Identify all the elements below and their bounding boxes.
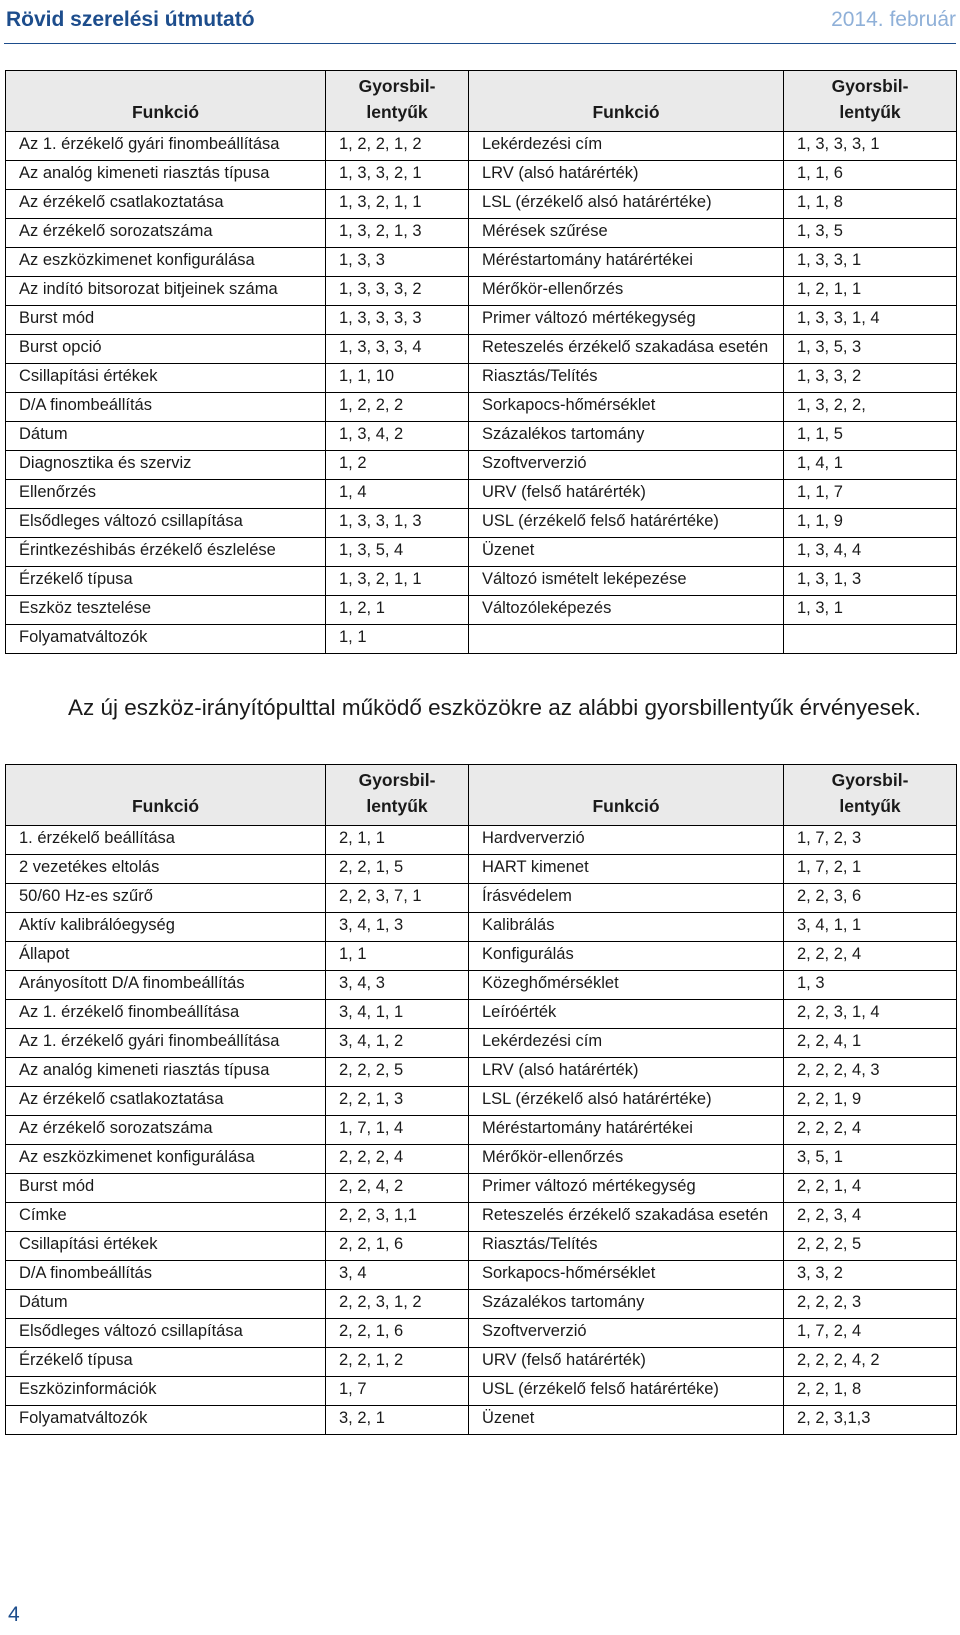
cell-shortcut: 1, 1 <box>326 942 469 971</box>
table-row <box>6 884 957 913</box>
cell-function: Szoftververzió <box>469 1319 784 1348</box>
table-row <box>6 277 957 306</box>
cell-function: URV (felső határérték) <box>469 480 784 509</box>
table-row <box>6 1000 957 1029</box>
cell-function: Az érzékelő csatlakoztatása <box>6 1087 326 1116</box>
table-row <box>6 1319 957 1348</box>
cell-function: Érintkezéshibás érzékelő észlelése <box>6 538 326 567</box>
cell-function: Eszközinformációk <box>6 1377 326 1406</box>
cell-shortcut: 1, 3, 3, 3, 2 <box>326 277 469 306</box>
cell-shortcut: 3, 5, 1 <box>784 1145 957 1174</box>
document-date: 2014. február <box>831 8 956 31</box>
cell-function: Burst mód <box>6 306 326 335</box>
cell-shortcut: 1, 3, 1, 3 <box>784 567 957 596</box>
cell-function: Folyamatváltozók <box>6 625 326 654</box>
cell-function: Folyamatváltozók <box>6 1406 326 1435</box>
table-row <box>6 219 957 248</box>
cell-function: Közeghőmérséklet <box>469 971 784 1000</box>
cell-shortcut: 1, 2, 2, 1, 2 <box>326 132 469 161</box>
cell-shortcut: 1, 3, 2, 1, 1 <box>326 567 469 596</box>
cell-shortcut: 1, 3, 3, 3, 3 <box>326 306 469 335</box>
cell-function: Eszköz tesztelése <box>6 596 326 625</box>
cell-shortcut: 1, 3, 1 <box>784 596 957 625</box>
cell-function: LSL (érzékelő alsó határértéke) <box>469 1087 784 1116</box>
cell-shortcut: 1, 3, 5, 4 <box>326 538 469 567</box>
cell-shortcut: 1, 4 <box>326 480 469 509</box>
cell-function: Változó ismételt leképezése <box>469 567 784 596</box>
cell-shortcut: 1, 1, 10 <box>326 364 469 393</box>
cell-shortcut: 2, 2, 1, 9 <box>784 1087 957 1116</box>
column-header-shortcut: Gyorsbil- lentyűk <box>326 765 469 826</box>
cell-shortcut: 2, 2, 2, 3 <box>784 1290 957 1319</box>
cell-shortcut: 2, 2, 2, 4 <box>784 1116 957 1145</box>
table-row <box>6 364 957 393</box>
cell-shortcut: 3, 3, 2 <box>784 1261 957 1290</box>
cell-function: Az indító bitsorozat bitjeinek száma <box>6 277 326 306</box>
cell-function: Mérések szűrése <box>469 219 784 248</box>
cell-shortcut: 1, 7, 2, 4 <box>784 1319 957 1348</box>
cell-function: Az 1. érzékelő finombeállítása <box>6 1000 326 1029</box>
cell-function: Mérőkör-ellenőrzés <box>469 1145 784 1174</box>
cell-function: Kalibrálás <box>469 913 784 942</box>
cell-function: HART kimenet <box>469 855 784 884</box>
cell-shortcut: 1, 4, 1 <box>784 451 957 480</box>
cell-shortcut: 1, 3, 3, 3, 4 <box>326 335 469 364</box>
cell-shortcut: 1, 3, 3 <box>326 248 469 277</box>
cell-function: Lekérdezési cím <box>469 1029 784 1058</box>
column-header-shortcut: Gyorsbil- lentyűk <box>784 765 957 826</box>
cell-function: Leíróérték <box>469 1000 784 1029</box>
cell-shortcut: 1, 1 <box>326 625 469 654</box>
cell-function: Szoftververzió <box>469 451 784 480</box>
column-header-shortcut: Gyorsbil- lentyűk <box>784 71 957 132</box>
cell-function: Arányosított D/A finombeállítás <box>6 971 326 1000</box>
cell-shortcut: 3, 4, 1, 1 <box>784 913 957 942</box>
table-row <box>6 132 957 161</box>
table-row <box>6 1348 957 1377</box>
table-row <box>6 190 957 219</box>
cell-function: 1. érzékelő beállítása <box>6 826 326 855</box>
table-row <box>6 826 957 855</box>
cell-function: Mérőkör-ellenőrzés <box>469 277 784 306</box>
table-row <box>6 1232 957 1261</box>
cell-function: Az eszközkimenet konfigurálása <box>6 1145 326 1174</box>
table-header-row <box>6 765 957 826</box>
table-row <box>6 1174 957 1203</box>
cell-shortcut: 1, 3, 2, 1, 1 <box>326 190 469 219</box>
cell-shortcut: 2, 2, 1, 3 <box>326 1087 469 1116</box>
table-row <box>6 1290 957 1319</box>
cell-function: USL (érzékelő felső határértéke) <box>469 1377 784 1406</box>
cell-function: Konfigurálás <box>469 942 784 971</box>
cell-shortcut: 1, 3, 3, 1, 4 <box>784 306 957 335</box>
table-row <box>6 306 957 335</box>
cell-function: D/A finombeállítás <box>6 393 326 422</box>
cell-function: Üzenet <box>469 538 784 567</box>
cell-function: LRV (alsó határérték) <box>469 1058 784 1087</box>
cell-function: USL (érzékelő felső határértéke) <box>469 509 784 538</box>
table-row <box>6 1087 957 1116</box>
table-row <box>6 1203 957 1232</box>
column-header-function: Funkció <box>6 765 326 826</box>
cell-shortcut: 1, 3, 3, 2 <box>784 364 957 393</box>
cell-function: Reteszelés érzékelő szakadása esetén <box>469 335 784 364</box>
cell-shortcut: 1, 3, 4, 2 <box>326 422 469 451</box>
cell-shortcut: 2, 2, 1, 5 <box>326 855 469 884</box>
cell-shortcut: 1, 1, 8 <box>784 190 957 219</box>
page-number: 4 <box>8 1603 20 1626</box>
cell-shortcut: 3, 4 <box>326 1261 469 1290</box>
cell-function <box>469 625 784 654</box>
cell-shortcut: 2, 2, 1, 6 <box>326 1232 469 1261</box>
page-header <box>0 0 960 46</box>
cell-shortcut: 3, 4, 1, 3 <box>326 913 469 942</box>
cell-function: Érzékelő típusa <box>6 567 326 596</box>
cell-function: Az eszközkimenet konfigurálása <box>6 248 326 277</box>
cell-function: Hardververzió <box>469 826 784 855</box>
cell-shortcut: 3, 4, 1, 1 <box>326 1000 469 1029</box>
table-row <box>6 942 957 971</box>
cell-function: Méréstartomány határértékei <box>469 1116 784 1145</box>
cell-shortcut: 2, 2, 2, 4 <box>784 942 957 971</box>
cell-function: Dátum <box>6 1290 326 1319</box>
cell-shortcut: 3, 4, 1, 2 <box>326 1029 469 1058</box>
cell-shortcut: 1, 3, 3, 1, 3 <box>326 509 469 538</box>
table-row <box>6 1377 957 1406</box>
cell-function: Reteszelés érzékelő szakadása esetén <box>469 1203 784 1232</box>
cell-function: Változóleképezés <box>469 596 784 625</box>
cell-function: Írásvédelem <box>469 884 784 913</box>
cell-function: Az érzékelő csatlakoztatása <box>6 190 326 219</box>
table-row <box>6 1029 957 1058</box>
cell-shortcut: 2, 2, 3, 1,1 <box>326 1203 469 1232</box>
cell-function: LRV (alsó határérték) <box>469 161 784 190</box>
table-row <box>6 971 957 1000</box>
table-row <box>6 248 957 277</box>
cell-shortcut: 1, 1, 6 <box>784 161 957 190</box>
cell-shortcut: 1, 3, 3, 3, 1 <box>784 132 957 161</box>
cell-shortcut: 2, 1, 1 <box>326 826 469 855</box>
cell-function: Burst opció <box>6 335 326 364</box>
cell-shortcut: 1, 1, 5 <box>784 422 957 451</box>
cell-function: Primer változó mértékegység <box>469 306 784 335</box>
cell-shortcut: 1, 3, 5 <box>784 219 957 248</box>
table-row <box>6 480 957 509</box>
cell-shortcut: 1, 2, 2, 2 <box>326 393 469 422</box>
cell-shortcut: 1, 1, 9 <box>784 509 957 538</box>
cell-function: Üzenet <box>469 1406 784 1435</box>
cell-function: Sorkapocs-hőmérséklet <box>469 1261 784 1290</box>
cell-shortcut: 1, 3, 3, 2, 1 <box>326 161 469 190</box>
cell-shortcut: 2, 2, 2, 4, 3 <box>784 1058 957 1087</box>
cell-function: Burst mód <box>6 1174 326 1203</box>
cell-shortcut: 2, 2, 1, 4 <box>784 1174 957 1203</box>
cell-function: LSL (érzékelő alsó határértéke) <box>469 190 784 219</box>
table-row <box>6 596 957 625</box>
cell-shortcut: 2, 2, 2, 4 <box>326 1145 469 1174</box>
cell-function: Érzékelő típusa <box>6 1348 326 1377</box>
column-header-shortcut: Gyorsbil- lentyűk <box>326 71 469 132</box>
cell-shortcut: 3, 2, 1 <box>326 1406 469 1435</box>
cell-shortcut: 2, 2, 3, 4 <box>784 1203 957 1232</box>
cell-function: Címke <box>6 1203 326 1232</box>
cell-shortcut: 1, 3, 4, 4 <box>784 538 957 567</box>
cell-shortcut: 1, 7, 1, 4 <box>326 1116 469 1145</box>
document-title: Rövid szerelési útmutató <box>6 8 255 31</box>
table-row <box>6 1406 957 1435</box>
table-row <box>6 1145 957 1174</box>
cell-function: Dátum <box>6 422 326 451</box>
cell-function: Diagnosztika és szerviz <box>6 451 326 480</box>
header-rule <box>4 43 956 44</box>
cell-shortcut: 2, 2, 1, 8 <box>784 1377 957 1406</box>
table-row <box>6 451 957 480</box>
cell-shortcut: 1, 3, 2, 2, <box>784 393 957 422</box>
cell-function: Az 1. érzékelő gyári finombeállítása <box>6 1029 326 1058</box>
cell-shortcut: 2, 2, 3, 1, 2 <box>326 1290 469 1319</box>
table-row <box>6 625 957 654</box>
cell-function: Sorkapocs-hőmérséklet <box>469 393 784 422</box>
cell-shortcut: 2, 2, 2, 5 <box>784 1232 957 1261</box>
cell-function: Állapot <box>6 942 326 971</box>
cell-function: Elsődleges változó csillapítása <box>6 1319 326 1348</box>
dashboard-note: Az új eszköz-irányítópulttal működő eszközökre az alábbi gyorsbillentyűk érvényesek. <box>68 695 921 720</box>
cell-shortcut: 1, 2 <box>326 451 469 480</box>
table-row <box>6 538 957 567</box>
cell-shortcut: 2, 2, 3,1,3 <box>784 1406 957 1435</box>
cell-shortcut: 1, 3, 2, 1, 3 <box>326 219 469 248</box>
cell-function: Méréstartomány határértékei <box>469 248 784 277</box>
cell-shortcut: 2, 2, 2, 5 <box>326 1058 469 1087</box>
table-row <box>6 855 957 884</box>
cell-function: Lekérdezési cím <box>469 132 784 161</box>
cell-function: Az 1. érzékelő gyári finombeállítása <box>6 132 326 161</box>
cell-shortcut: 2, 2, 1, 2 <box>326 1348 469 1377</box>
table-row <box>6 509 957 538</box>
cell-shortcut: 2, 2, 1, 6 <box>326 1319 469 1348</box>
cell-function: Ellenőrzés <box>6 480 326 509</box>
cell-function: Aktív kalibrálóegység <box>6 913 326 942</box>
cell-shortcut: 1, 3, 3, 1 <box>784 248 957 277</box>
table-row <box>6 335 957 364</box>
cell-function: Primer változó mértékegység <box>469 1174 784 1203</box>
cell-shortcut: 1, 7 <box>326 1377 469 1406</box>
cell-shortcut: 1, 7, 2, 1 <box>784 855 957 884</box>
cell-shortcut: 2, 2, 3, 1, 4 <box>784 1000 957 1029</box>
cell-function: URV (felső határérték) <box>469 1348 784 1377</box>
cell-shortcut: 1, 2, 1, 1 <box>784 277 957 306</box>
cell-shortcut: 1, 3, 5, 3 <box>784 335 957 364</box>
cell-function: Riasztás/Telítés <box>469 364 784 393</box>
cell-function: Elsődleges változó csillapítása <box>6 509 326 538</box>
cell-shortcut: 1, 1, 7 <box>784 480 957 509</box>
column-header-function: Funkció <box>469 765 784 826</box>
cell-function: D/A finombeállítás <box>6 1261 326 1290</box>
cell-function: Az érzékelő sorozatszáma <box>6 219 326 248</box>
cell-shortcut: 1, 3 <box>784 971 957 1000</box>
cell-shortcut <box>784 625 957 654</box>
cell-function: 2 vezetékes eltolás <box>6 855 326 884</box>
cell-function: Az analóg kimeneti riasztás típusa <box>6 161 326 190</box>
table-row <box>6 1261 957 1290</box>
cell-shortcut: 2, 2, 2, 4, 2 <box>784 1348 957 1377</box>
table-row <box>6 913 957 942</box>
cell-shortcut: 2, 2, 3, 6 <box>784 884 957 913</box>
cell-shortcut: 1, 2, 1 <box>326 596 469 625</box>
column-header-function: Funkció <box>6 71 326 132</box>
table-row <box>6 161 957 190</box>
table-row <box>6 422 957 451</box>
cell-function: Az érzékelő sorozatszáma <box>6 1116 326 1145</box>
table-row <box>6 1058 957 1087</box>
cell-function: Az analóg kimeneti riasztás típusa <box>6 1058 326 1087</box>
cell-shortcut: 3, 4, 3 <box>326 971 469 1000</box>
table-row <box>6 567 957 596</box>
cell-function: Csillapítási értékek <box>6 364 326 393</box>
table-row <box>6 1116 957 1145</box>
cell-function: Százalékos tartomány <box>469 1290 784 1319</box>
cell-shortcut: 2, 2, 4, 1 <box>784 1029 957 1058</box>
shortcut-table-legacy <box>5 70 957 654</box>
shortcut-table-dashboard <box>5 764 957 1435</box>
cell-shortcut: 1, 7, 2, 3 <box>784 826 957 855</box>
table-header-row <box>6 71 957 132</box>
table-row <box>6 393 957 422</box>
cell-shortcut: 2, 2, 4, 2 <box>326 1174 469 1203</box>
cell-function: Riasztás/Telítés <box>469 1232 784 1261</box>
cell-function: 50/60 Hz-es szűrő <box>6 884 326 913</box>
cell-function: Csillapítási értékek <box>6 1232 326 1261</box>
column-header-function: Funkció <box>469 71 784 132</box>
cell-function: Százalékos tartomány <box>469 422 784 451</box>
cell-shortcut: 2, 2, 3, 7, 1 <box>326 884 469 913</box>
